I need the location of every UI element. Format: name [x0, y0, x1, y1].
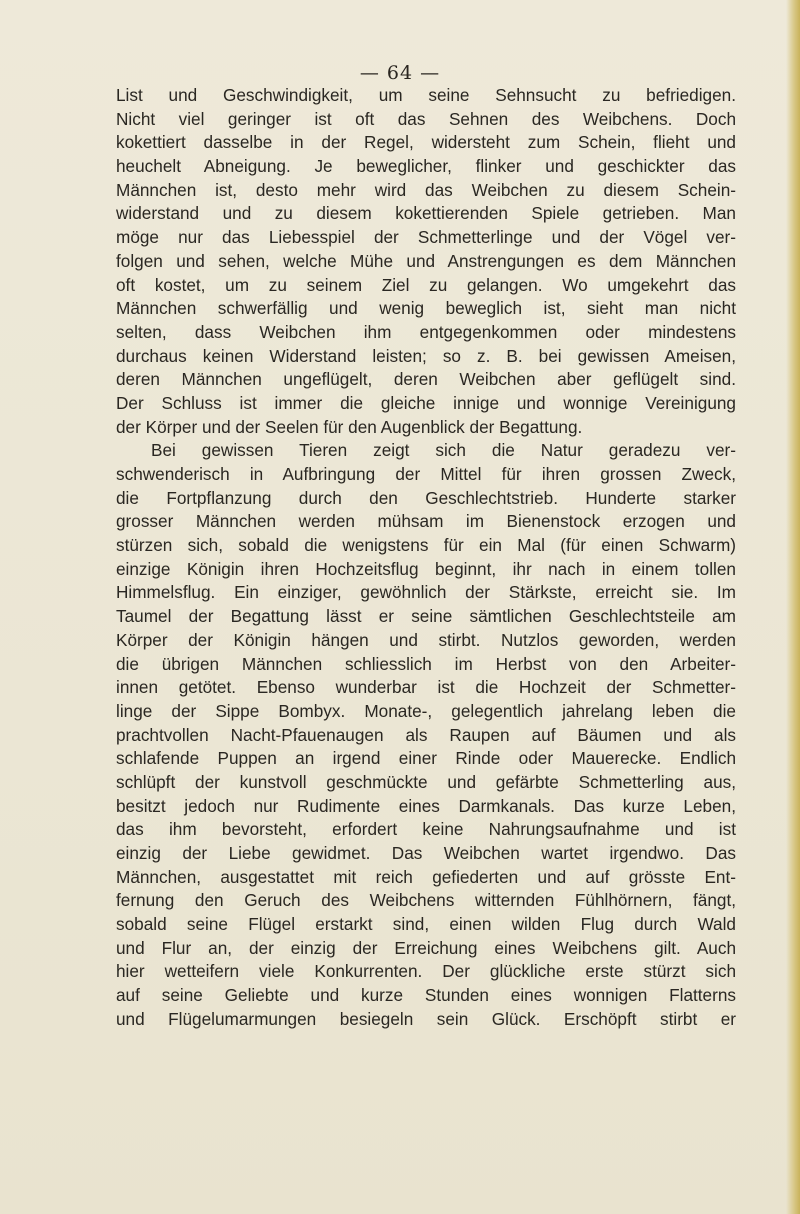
page-edge — [786, 0, 800, 1214]
page-number: — 64 — — [359, 62, 441, 84]
text-line: Körper der Königin hängen und stirbt. Nutzlos geworden, werden — [116, 629, 736, 650]
text-line: schwenderisch in Aufbringung der Mittel für ihren grossen Zweck, — [116, 464, 736, 484]
text-line: List und Geschwindigkeit, um seine Sehnsucht zu befriedigen. — [116, 85, 736, 105]
text-line: der Körper und der Seelen für den Augenblick der Begattung. — [116, 416, 583, 437]
text-line: Männchen, ausgestattet mit reich gefiederten und auf grösste Ent- — [116, 866, 736, 887]
text-line: schlafende Puppen an irgend einer Rinde oder Mauerecke. Endlich — [116, 748, 736, 769]
text-line: selten, dass Weibchen ihm entgegenkommen oder mindestens — [116, 321, 736, 342]
text-line: folgen und sehen, welche Mühe und Anstrengungen es dem Männchen — [116, 250, 736, 271]
text-line: Bei gewissen Tieren zeigt sich die Natur geradezu ver- — [151, 440, 736, 461]
text-line: Taumel der Begattung lässt er seine sämtlichen Geschlechtsteile am — [116, 606, 736, 627]
text-line: prachtvollen Nacht-Pfauenaugen als Raupen auf Bäumen und als — [116, 724, 736, 745]
text-line: grosser Männchen werden mühsam im Bienenstock erzogen und — [116, 511, 736, 532]
text-line: widerstand und zu diesem kokettierenden Spiele getrieben. Man — [116, 203, 736, 224]
text-line: oft kostet, um zu seinem Ziel zu gelangen. Wo umgekehrt das — [116, 274, 736, 295]
text-line: innen getötet. Ebenso wunderbar ist die Hochzeit der Schmetter- — [116, 677, 736, 698]
body-text — [116, 84, 736, 1032]
text-line: linge der Sippe Bombyx. Monate-, gelegentlich jahrelang leben die — [116, 700, 736, 721]
text-line: schlüpft der kunstvoll geschmückte und gefärbte Schmetterling aus, — [116, 771, 736, 792]
text-line: Der Schluss ist immer die gleiche innige und wonnige Vereinigung — [116, 392, 736, 413]
text-line: Männchen ist, desto mehr wird das Weibchen zu diesem Schein- — [116, 179, 736, 200]
text-line: besitzt jedoch nur Rudimente eines Darmkanals. Das kurze Leben, — [116, 795, 736, 816]
text-line: durchaus keinen Widerstand leisten; so z. B. bei gewissen Ameisen, — [116, 345, 736, 366]
text-line: möge nur das Liebesspiel der Schmetterlinge und der Vögel ver- — [116, 227, 736, 248]
text-line: das ihm bevorsteht, erfordert keine Nahrungsaufnahme und ist — [116, 819, 736, 840]
text-line: und Flügelumarmungen besiegeln sein Glück. Erschöpft stirbt er — [116, 1008, 736, 1029]
text-line: einzige Königin ihren Hochzeitsflug beginnt, ihr nach in einem tollen — [116, 558, 736, 579]
text-line: Männchen schwerfällig und wenig beweglich ist, sieht man nicht — [116, 298, 736, 319]
text-line: einzig der Liebe gewidmet. Das Weibchen wartet irgendwo. Das — [116, 843, 736, 863]
text-line: und Flur an, der einzig der Erreichung eines Weibchens gilt. Auch — [116, 937, 736, 958]
text-line: die übrigen Männchen schliesslich im Herbst von den Arbeiter- — [116, 653, 736, 674]
text-line: sobald seine Flügel erstarkt sind, einen wilden Flug durch Wald — [116, 914, 736, 935]
text-line: Nicht viel geringer ist oft das Sehnen des Weibchens. Doch — [116, 108, 736, 129]
text-line: auf seine Geliebte und kurze Stunden eines wonnigen Flatterns — [116, 985, 736, 1006]
text-line: hier wetteifern viele Konkurrenten. Der glückliche erste stürzt sich — [116, 961, 736, 982]
text-line: die Fortpflanzung durch den Geschlechtstrieb. Hunderte starker — [116, 487, 736, 508]
text-line: deren Männchen ungeflügelt, deren Weibchen aber geflügelt sind. — [116, 369, 736, 390]
text-line: Himmelsflug. Ein einziger, gewöhnlich der Stärkste, erreicht sie. Im — [116, 582, 736, 603]
text-line: stürzen sich, sobald die wenigstens für ein Mal (für einen Schwarm) — [116, 535, 736, 556]
text-line: kokettiert dasselbe in der Regel, widersteht zum Schein, flieht und — [116, 132, 736, 153]
text-line: heuchelt Abneigung. Je beweglicher, flinker und geschickter das — [116, 156, 736, 177]
text-line: fernung den Geruch des Weibchens witternden Fühlhörnern, fängt, — [116, 890, 736, 911]
